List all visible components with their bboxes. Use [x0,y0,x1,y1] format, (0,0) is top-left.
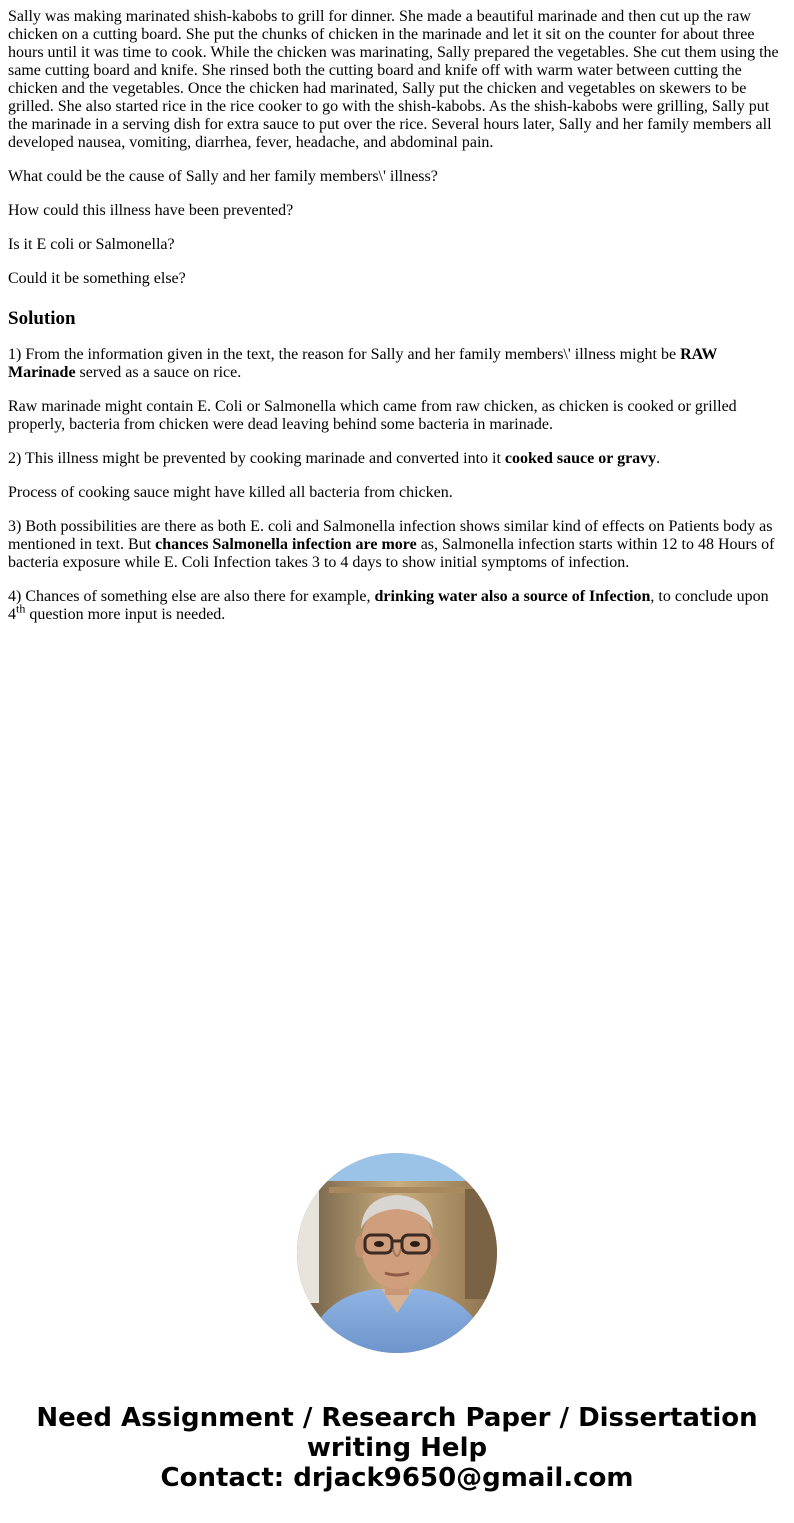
answer-2-end: . [656,450,661,467]
promo-banner [0,1403,794,1493]
answer-1-bold: RAW Marinade [8,346,718,381]
answer-2-text: 2) This illness might be prevented by cooking marinade and converted into it [8,450,505,467]
promo-line-1: Need Assignment / Research Paper / Dissertation [36,1403,758,1433]
promo-line-2: writing Help [306,1433,488,1463]
answer-4-superscript: th [16,601,26,616]
question-3: Is it E coli or Salmonella? [8,236,175,253]
avatar-portrait [297,1153,497,1353]
answer-1 [8,346,783,382]
promo-contact: Contact: drjack9650@gmail.com [160,1463,634,1493]
answer-3-bold: chances Salmonella infection are more [155,536,417,553]
answer-2 [8,450,783,468]
answer-1-text: 1) From the information given in the text, the reason for Sally and her family members\' illness might be [8,346,681,363]
answer-4-end: question more input is needed. [25,606,226,623]
answer-2-bold: cooked sauce or gravy [504,450,657,467]
document-body [8,8,783,640]
answer-4-bold: drinking water also a source of Infection [374,588,651,605]
answer-3 [8,518,783,572]
question-2: How could this illness have been prevented? [8,202,294,219]
question-1: What could be the cause of Sally and her family members\' illness? [8,168,438,185]
answer-4 [8,588,783,624]
answer-1-end: served as a sauce on rice. [75,364,242,381]
answer-2-detail: Process of cooking sauce might have killed all bacteria from chicken. [8,484,453,501]
answer-1-detail: Raw marinade might contain E. Coli or Salmonella which came from raw chicken, as chicken is cooked or grilled properly, bacteria from chicken were dead leaving behind some bacteria in marinade. [8,398,737,433]
answer-4-mid: , to conclude upon 4 [8,588,769,623]
question-paragraph: Sally was making marinated shish-kabobs to grill for dinner. She made a beautiful marinade and then cut up the raw chicken on a cutting board. She put the chunks of chicken in the marinade and let it sit on the counter for about three hours until it was time to cook. While the chicken was marinating, Sally prepared the vegetables. She cut them using the same cutting board and knife. She rinsed both the cutting board and knife off with warm water between cutting the chicken and the vegetables. Once the chicken had marinated, Sally put the chicken and vegetables on skewers to be grilled. She also started rice in the rice cooker to go with the shish-kabobs. As the shish-kabobs were grilling, Sally put the marinade in a serving dish for extra sauce to put over the rice. Several hours later, Sally and her family members all developed nausea, vomiting, diarrhea, fever, headache, and abdominal pain. [8,8,779,151]
answer-3-text: 3) Both possibilities are there as both E. coli and Salmonella infection shows similar kind of effects on Patients body as mentioned in text. But [8,518,773,553]
solution-heading: Solution [8,308,76,329]
question-4: Could it be something else? [8,270,186,287]
answer-3-end: as, Salmonella infection starts within 12 to 48 Hours of bacteria exposure while E. Coli Infection takes 3 to 4 days to show initial symptoms of infection. [8,536,775,571]
avatar [297,1153,497,1353]
answer-4-text: 4) Chances of something else are also there for example, [8,588,375,605]
